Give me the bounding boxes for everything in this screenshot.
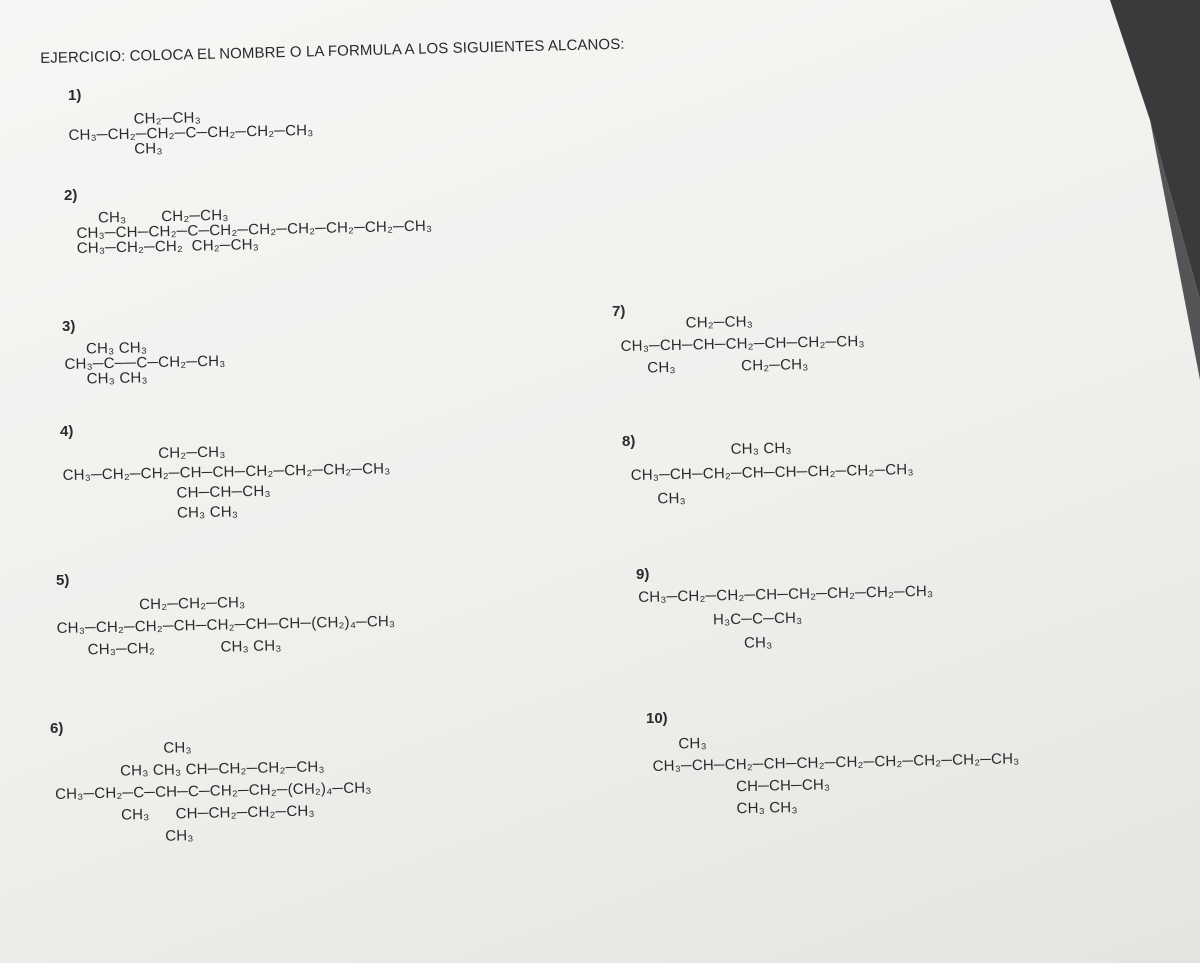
structure-1: CH₂─CH₃ CH₃─CH₂─CH₂─C─CH₂─CH₂─CH₃ CH₃ [67,109,314,159]
exercise-number-9: 9) [636,566,650,583]
structure-2: CH₃ CH₂─CH₃ CH₃─CH─CH₂─C─CH₂─CH₂─CH₂─CH₂─CH₂─CH₃ CH₃─CH₂─CH₂ CH₂─CH₃ [75,206,433,257]
structure-4: CH₂─CH₃ CH₃─CH₂─CH₂─CH─CH─CH₂─CH₂─CH₂─CH₃ CH─CH─CH₃ CH₃ CH₃ [62,443,391,524]
structure-6: CH₃ CH₃ CH₃ CH─CH₂─CH₂─CH₃ CH₃─CH₂─C─CH─C─CH₂─CH₂─(CH₂)₄─CH₃ CH₃ CH─CH₂─CH₂─CH₃ CH₃ [54,739,372,847]
structure-8: CH₃ CH₃ CH₃─CH─CH₂─CH─CH─CH₂─CH₂─CH₃ CH₃ [630,439,914,508]
structure-5: CH₂─CH₂─CH₃ CH₃─CH₂─CH₂─CH─CH₂─CH─CH─(CH₂)₄─CH₃ CH₃─CH₂ CH₃ CH₃ [56,594,396,659]
structure-10: CH₃ CH₃─CH─CH₂─CH─CH₂─CH₂─CH₂─CH₂─CH₂─CH₃ CH─CH─CH₃ CH₃ CH₃ [652,734,1020,819]
structure-7: CH₂─CH₃ CH₃─CH─CH─CH₂─CH─CH₂─CH₃ CH₃ CH₂─CH₃ [620,313,865,377]
exercise-number-5: 5) [56,572,70,589]
structure-9: CH₃─CH₂─CH₂─CH─CH₂─CH₂─CH₂─CH₃ H₃C─C─CH₃ CH₃ [638,582,934,654]
exercise-number-3: 3) [62,318,76,335]
structure-3: CH₃ CH₃ CH₃─C──C─CH₂─CH₃ CH₃ CH₃ [63,339,226,388]
exercise-title: EJERCICIO: COLOCA EL NOMBRE O LA FORMULA A LOS SIGUIENTES ALCANOS: [40,35,625,67]
exercise-number-2: 2) [64,187,78,204]
exercise-number-10: 10) [646,710,668,727]
exercise-number-7: 7) [612,303,626,320]
exercise-number-1: 1) [68,87,82,104]
exercise-number-6: 6) [50,720,64,737]
exercise-number-8: 8) [622,433,636,450]
exercise-number-4: 4) [60,423,74,440]
